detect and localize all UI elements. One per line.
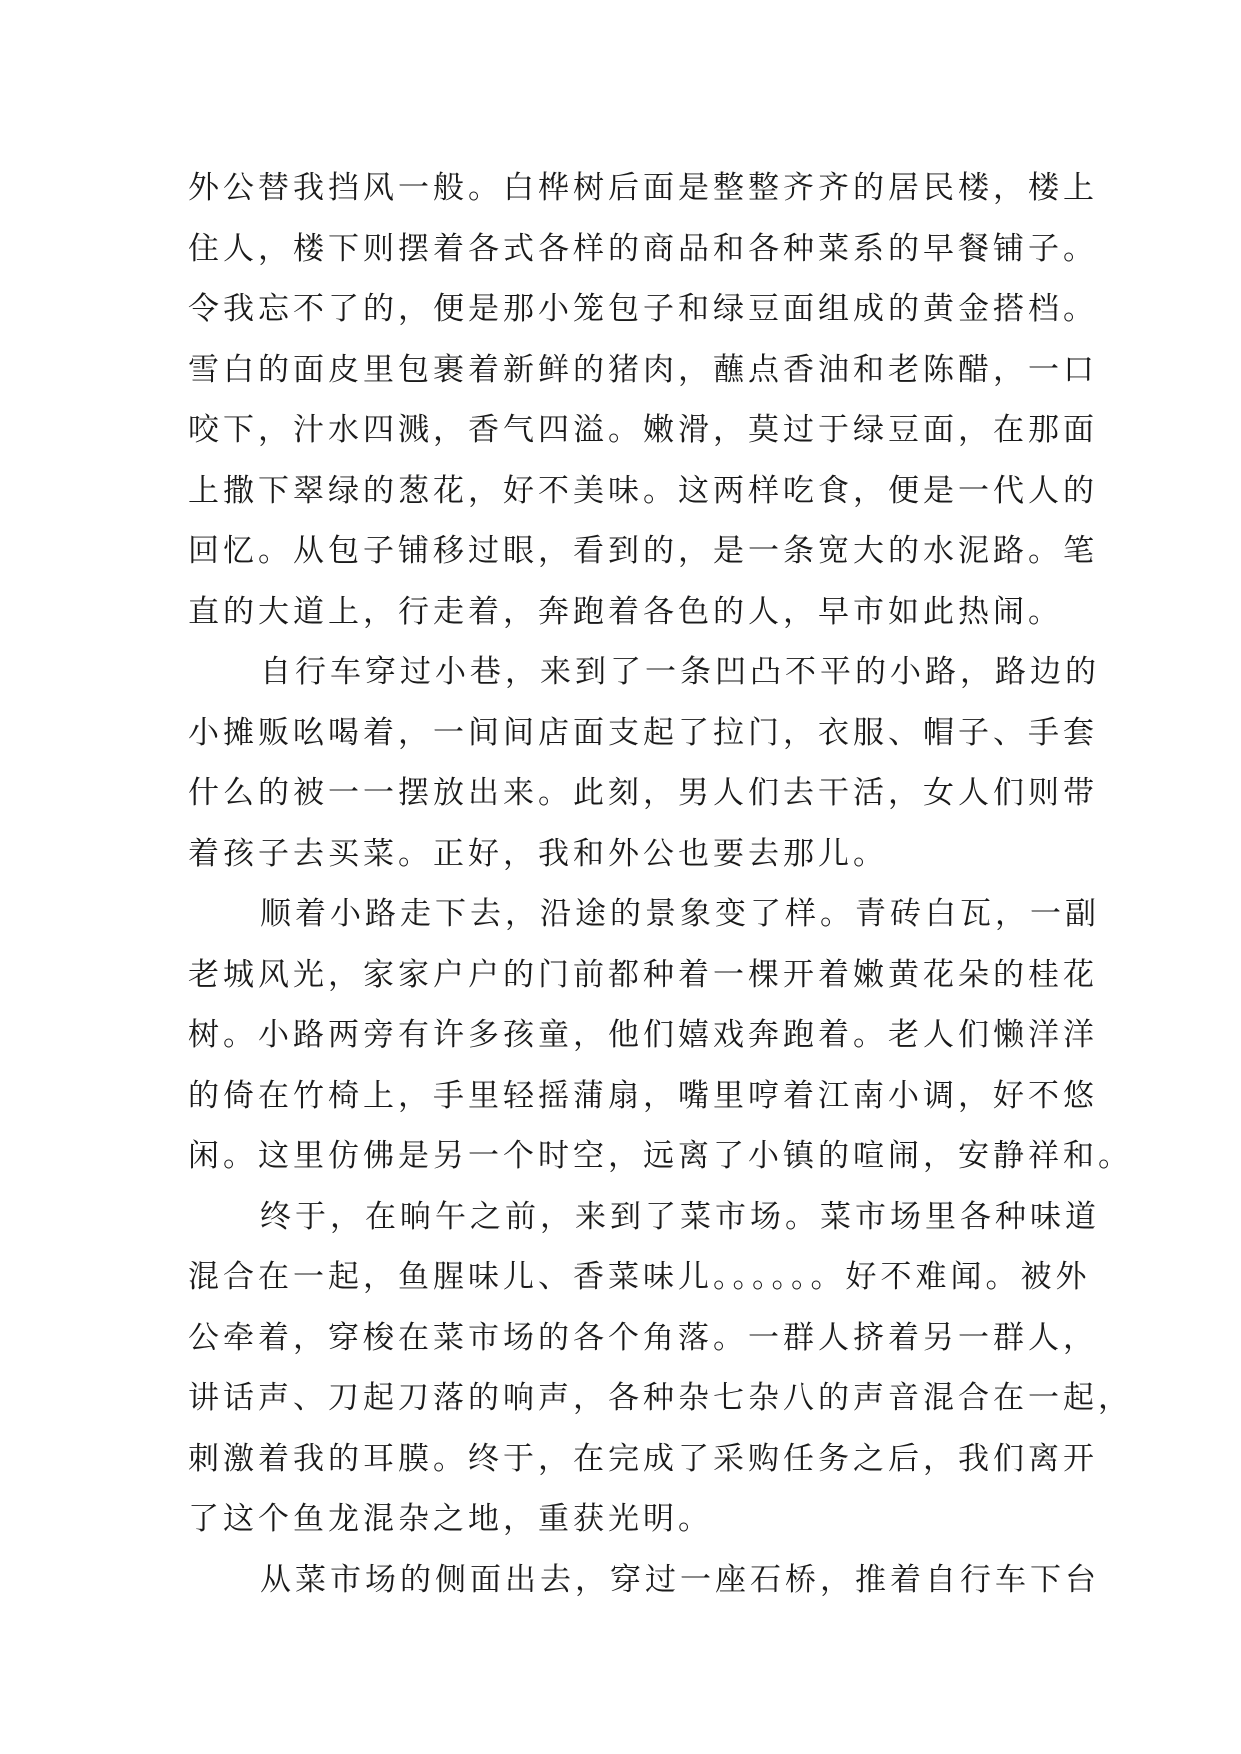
text-line: 令我忘不了的，便是那小笼包子和绿豆面组成的黄金搭档。 — [188, 291, 1098, 327]
body-text — [188, 158, 1133, 1610]
text-line: 老城风光，家家户户的门前都种着一棵开着嫩黄花朵的桂花 — [188, 956, 1098, 993]
text-line: 的倚在竹椅上，手里轻摇蒲扇，嘴里哼着江南小调，好不悠 — [188, 1077, 1098, 1114]
text-line: 着孩子去买菜。正好，我和外公也要去那儿。 — [188, 835, 888, 872]
text-line: 外公替我挡风一般。白桦树后面是整整齐齐的居民楼，楼上 — [188, 170, 1098, 206]
text-line: 雪白的面皮里包裹着新鲜的猪肉，蘸点香油和老陈醋，一口 — [188, 351, 1098, 388]
text-line: 讲话声、刀起刀落的响声，各种杂七杂八的声音混合在一起， — [188, 1380, 1133, 1416]
text-line: 小摊贩吆喝着，一间间店面支起了拉门，衣服、帽子、手套 — [188, 714, 1098, 751]
text-line: 刺激着我的耳膜。终于，在完成了采购任务之后，我们离开 — [188, 1440, 1098, 1477]
text-line: 上撒下翠绿的葱花，好不美味。这两样吃食，便是一代人的 — [188, 472, 1098, 509]
paragraph-first-line: 顺着小路走下去，沿途的景象变了样。青砖白瓦，一副 — [260, 896, 1100, 932]
paragraph-first-line: 终于，在晌午之前，来到了菜市场。菜市场里各种味道 — [260, 1198, 1100, 1235]
text-line: 回忆。从包子铺移过眼，看到的，是一条宽大的水泥路。笔 — [188, 533, 1098, 569]
text-line: 树。小路两旁有许多孩童，他们嬉戏奔跑着。老人们懒洋洋 — [188, 1017, 1098, 1053]
text-line: 住人，楼下则摆着各式各样的商品和各种菜系的早餐铺子。 — [188, 230, 1098, 267]
paragraph-first-line: 自行车穿过小巷，来到了一条凹凸不平的小路，路边的 — [260, 654, 1100, 690]
paragraph-first-line: 从菜市场的侧面出去，穿过一座石桥，推着自行车下台 — [260, 1561, 1100, 1598]
text-line: 直的大道上，行走着，奔跑着各色的人，早市如此热闹。 — [188, 593, 1063, 630]
text-line: 了这个鱼龙混杂之地，重获光明。 — [188, 1501, 713, 1537]
text-line: 咬下，汁水四溅，香气四溢。嫩滑，莫过于绿豆面，在那面 — [188, 412, 1098, 448]
text-line: 混合在一起，鱼腥味儿、香菜味儿。。。。。。好不难闻。被外 — [188, 1259, 1091, 1295]
text-line: 什么的被一一摆放出来。此刻，男人们去干活，女人们则带 — [188, 775, 1098, 811]
text-line: 公牵着，穿梭在菜市场的各个角落。一群人挤着另一群人， — [188, 1319, 1098, 1356]
text-line: 闲。这里仿佛是另一个时空，远离了小镇的喧闹，安静祥和。 — [188, 1138, 1133, 1174]
